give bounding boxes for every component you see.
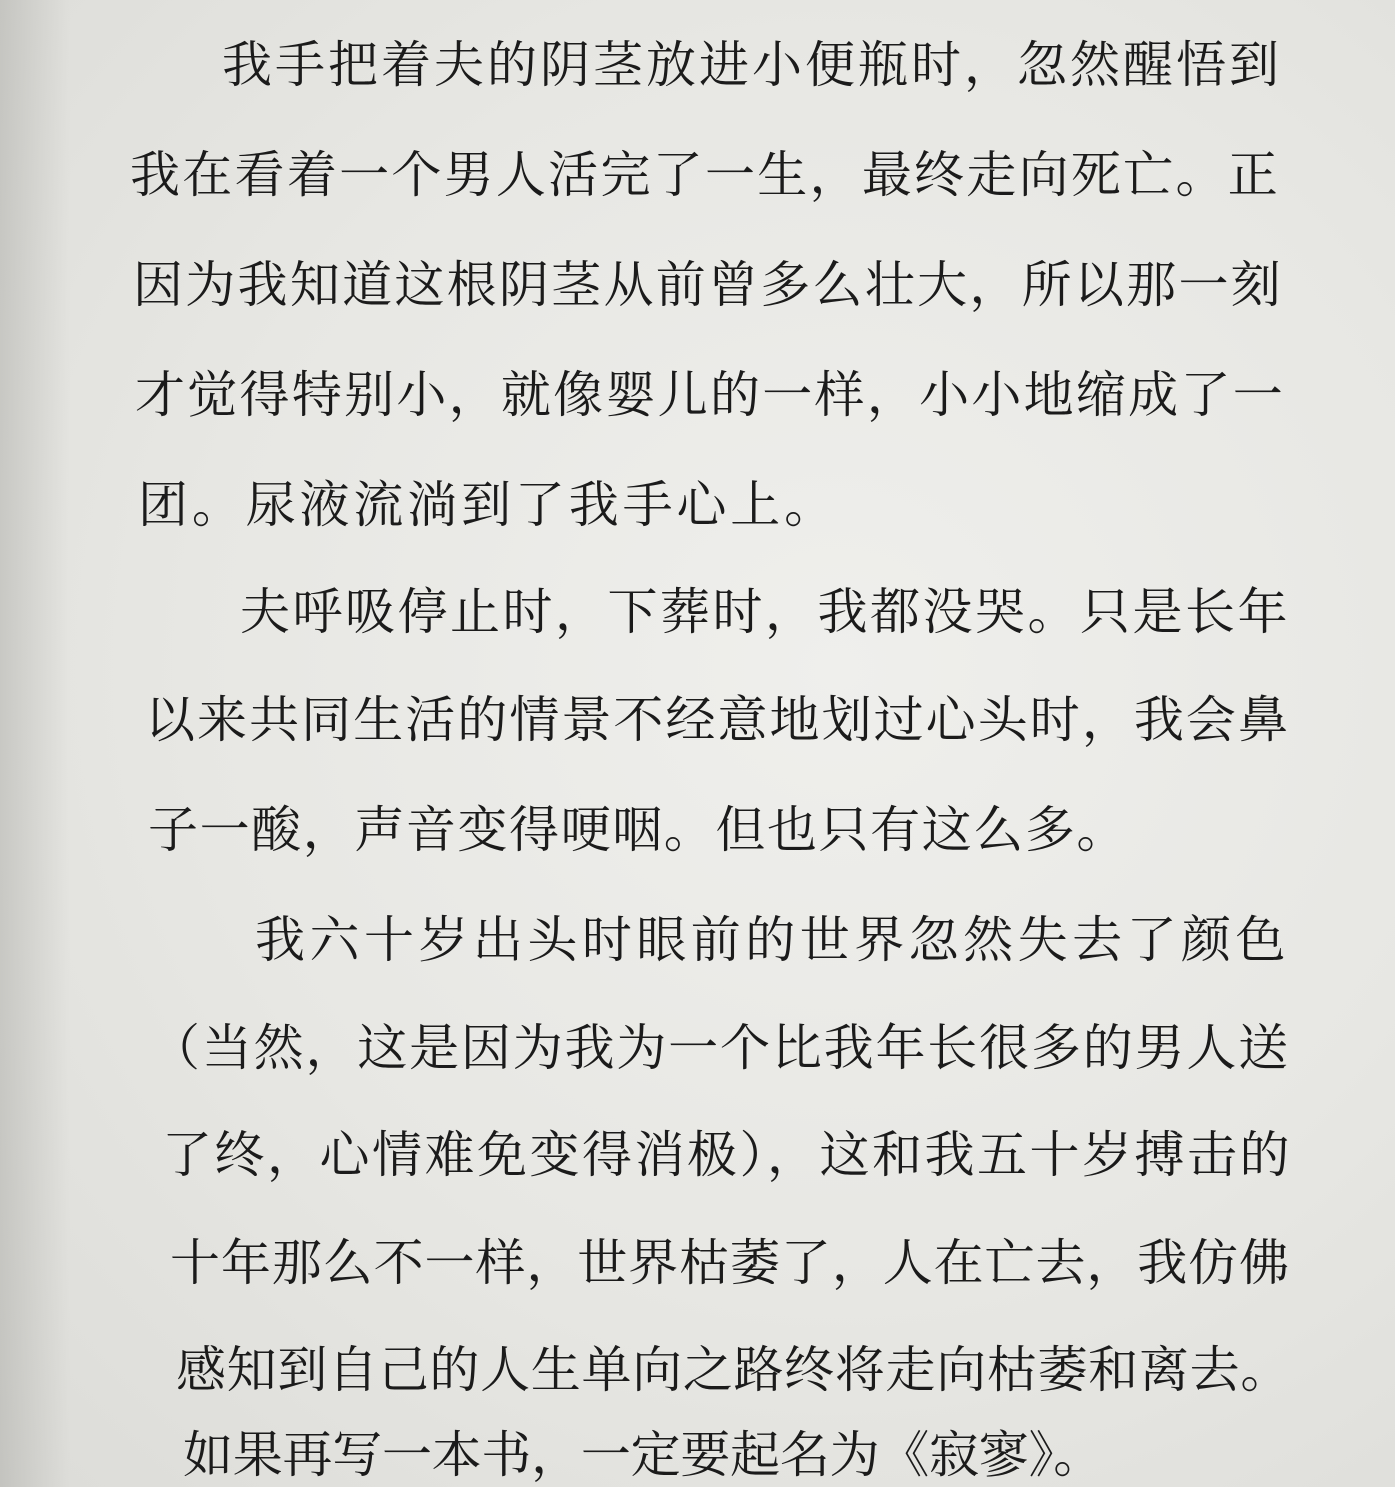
text-line: 才觉得特别小，就像婴儿的一样，小小地缩成了一: [135, 366, 1285, 424]
text-line: （当然，这是因为我为一个比我年长很多的男人送: [150, 1019, 1290, 1077]
text-line: 因为我知道这根阴茎从前曾多么壮大，所以那一刻: [133, 256, 1283, 314]
text-line: 我六十岁出头时眼前的世界忽然失去了颜色: [255, 911, 1290, 969]
text-line: 团。尿液流淌到了我手心上。: [138, 476, 838, 534]
text-line: 以来共同生活的情景不经意地划过心头时，我会鼻: [145, 691, 1290, 749]
text-line: 了终，心情难免变得消极），这和我五十岁搏击的: [162, 1126, 1292, 1184]
text-line: 夫呼吸停止时，下葬时，我都没哭。只是长年: [240, 583, 1290, 641]
text-line: 如果再写一本书，一定要起名为《寂寥》。: [183, 1426, 1103, 1484]
text-line: 感知到自己的人生单向之路终将走向枯萎和离去。: [176, 1341, 1291, 1399]
text-line: 子一酸，声音变得哽咽。但也只有这么多。: [148, 801, 1128, 859]
text-line: 我手把着夫的阴茎放进小便瓶时，忽然醒悟到: [222, 36, 1282, 94]
text-line: 我在看着一个男人活完了一生，最终走向死亡。正: [130, 146, 1280, 204]
text-line: 十年那么不一样，世界枯萎了，人在亡去，我仿佛: [170, 1234, 1290, 1292]
